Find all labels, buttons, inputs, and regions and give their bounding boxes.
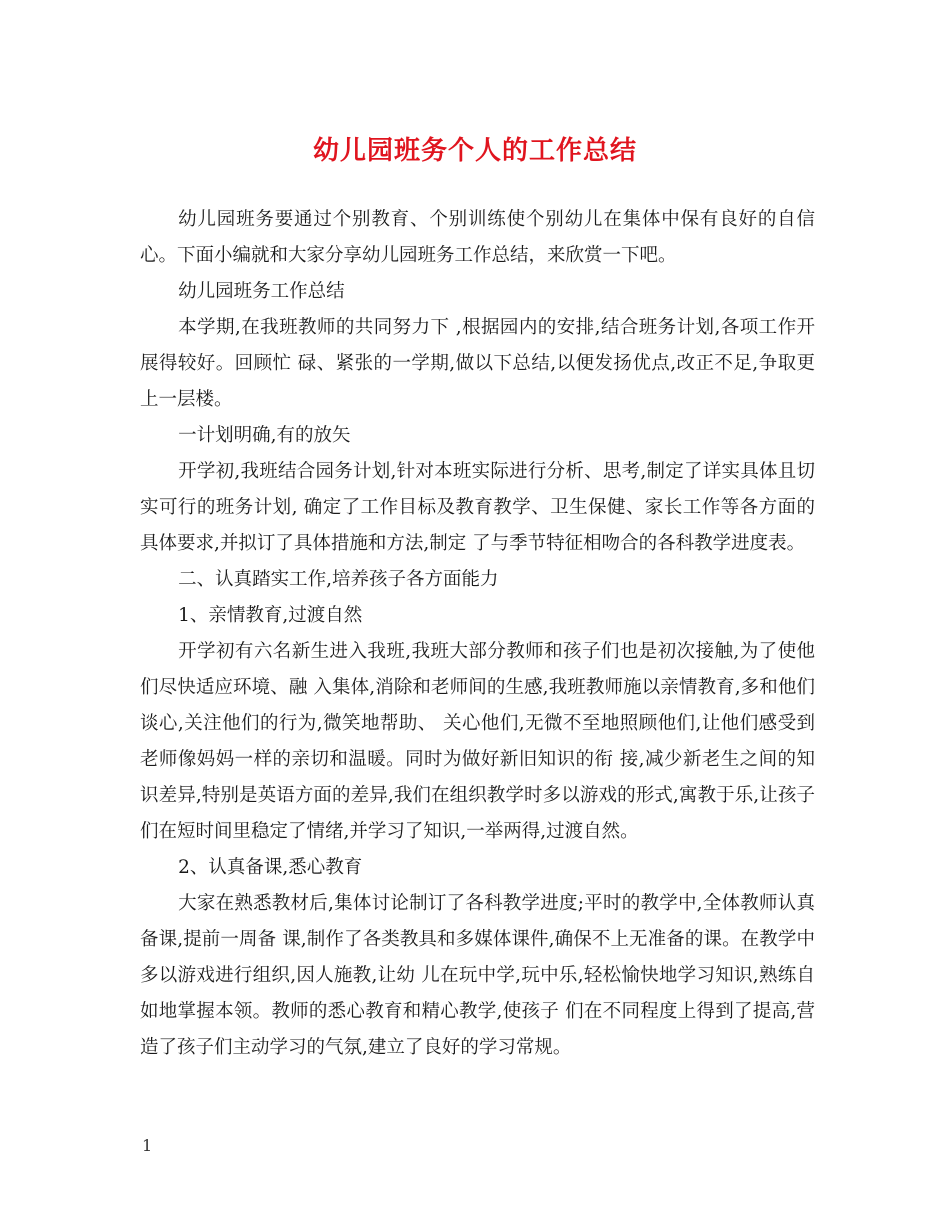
document-title: 幼儿园班务个人的工作总结 bbox=[312, 136, 637, 166]
paragraph-affection: 开学初有六名新生进入我班,我班大部分教师和孩子们也是初次接触,为了使他们尽快适应环境、融 入集体,消除和老师间的生感,我班教师施以亲情教育,多和他们谈心,关注他们的行为,微笑地帮助、 关心他们,无微不至地照顾他们,让他们感受到老师像妈妈一样的亲切和温暖。同时为做好新旧知识的衔 接,减少新老生之间的知识差异,特别是英语方面的差异,我们在组织教学时多以游戏的形式,寓教于乐,让孩子们在短时间里稳定了情绪,并学习了知识,一举两得,过渡自然。 bbox=[140, 641, 815, 842]
paragraph-heading: 幼儿园班务工作总结 bbox=[178, 281, 345, 302]
paragraph-plan: 开学初,我班结合园务计划,针对本班实际进行分析、思考,制定了详实具体且切实可行的班务计划, 确定了工作目标及教育教学、卫生保健、家长工作等各方面的具体要求,并拟订了具体措施和方法,制定 了与季节特征相吻合的各科教学进度表。 bbox=[140, 461, 815, 554]
paragraph-preparation: 大家在熟悉教材后,集体讨论制订了各科教学进度;平时的教学中,全体教师认真备课,提前一周备 课,制作了各类教具和多媒体课件,确保不上无准备的课。在教学中多以游戏进行组织,因人施教,让幼 儿在玩中学,玩中乐,轻松愉快地学习知识,熟练自如地掌握本领。教师的悉心教育和精心教学,使孩子 们在不同程度上得到了提高,营造了孩子们主动学习的气氛,建立了良好的学习常规。 bbox=[140, 893, 815, 1058]
subsection-heading-affection: 1、亲情教育,过渡自然 bbox=[178, 605, 363, 626]
document-body bbox=[140, 202, 815, 1066]
section-heading-work: 二、认真踏实工作,培养孩子各方面能力 bbox=[178, 569, 499, 590]
page-number: 1 bbox=[142, 1136, 153, 1155]
section-heading-plan: 一计划明确,有的放矢 bbox=[178, 425, 351, 446]
paragraph-intro: 幼儿园班务要通过个别教育、个别训练使个别幼儿在集体中保有良好的自信心。下面小编就和大家分享幼儿园班务工作总结，来欣赏一下吧。 bbox=[140, 209, 815, 266]
subsection-heading-preparation: 2、认真备课,悉心教育 bbox=[178, 857, 363, 878]
paragraph-semester: 本学期,在我班教师的共同努力下 ,根据园内的安排,结合班务计划,各项工作开展得较好。回顾忙 碌、紧张的一学期,做以下总结,以便发扬优点,改正不足,争取更上一层楼。 bbox=[140, 317, 815, 410]
